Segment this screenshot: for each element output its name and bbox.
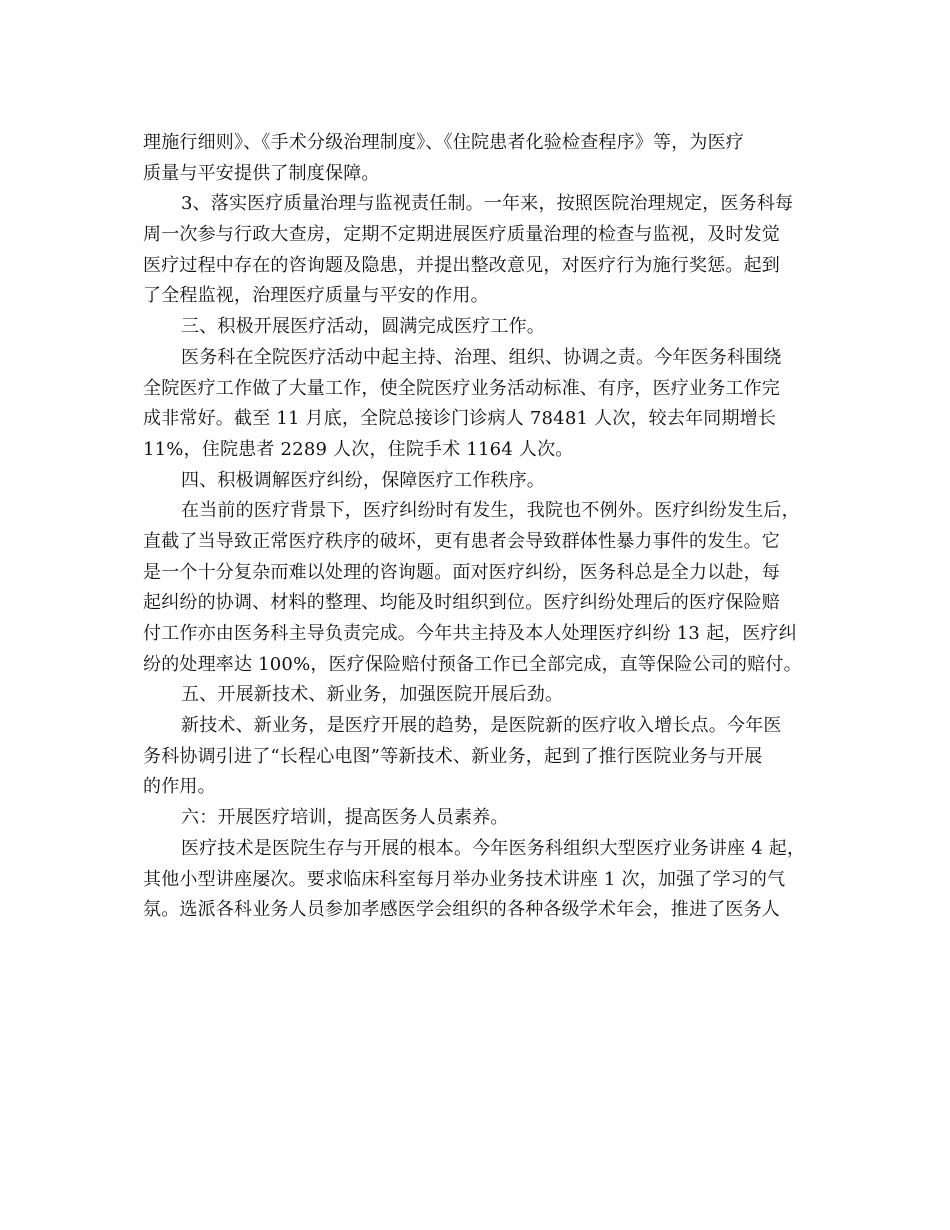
text-line: 是一个十分复杂而难以处理的咨询题。面对医疗纠纷，医务科总是全力以赴，每 — [143, 561, 780, 583]
text-line: 质量与平安提供了制度保障。 — [143, 162, 380, 184]
text-line: 氛。选派各科业务人员参加孝感医学会组织的各种各级学术年会，推进了医务人 — [143, 899, 780, 921]
text-line: 四、积极调解医疗纠纷，保障医疗工作秩序。 — [181, 469, 545, 491]
text-line: 直截了当导致正常医疗秩序的破坏，更有患者会导致群体性暴力事件的发生。它 — [143, 530, 780, 552]
text-line: 理施行细则》、《手术分级治理制度》、《住院患者化验检查程序》等，为医疗 — [143, 132, 744, 153]
text-line: 11%，住院患者 2289 人次，住院手术 1164 人次。 — [143, 438, 574, 460]
text-line: 医疗技术是医院生存与开展的根本。今年医务科组织大型医疗业务讲座 4 起， — [181, 837, 806, 859]
text-line: 全院医疗工作做了大量工作，使全院医疗业务活动标准、有序，医疗业务工作完 — [143, 377, 780, 399]
text-line: 新技术、新业务，是医疗开展的趋势，是医院新的医疗收入增长点。今年医 — [181, 715, 782, 737]
text-line: 五、开展新技术、新业务，加强医院开展后劲。 — [181, 684, 564, 706]
text-line: 成非常好。截至 11 月底，全院总接诊门诊病人 78481 人次，较去年同期增长 — [143, 408, 777, 430]
text-line: 务科协调引进了“长程心电图”等新技术、新业务，起到了推行医院业务与开展 — [143, 745, 763, 767]
text-line: 3、落实医疗质量治理与监视责任制。一年来，按照医院治理规定，医务科每 — [181, 193, 794, 215]
text-line: 起纠纷的协调、材料的整理、均能及时组织到位。医疗纠纷处理后的医疗保险赔 — [143, 592, 780, 614]
text-line: 纷的处理率达 100%，医疗保险赔付预备工作已全部完成，直等保险公司的赔付。 — [143, 653, 802, 675]
text-line: 在当前的医疗背景下，医疗纠纷时有发生，我院也不例外。医疗纠纷发生后， — [181, 500, 800, 522]
text-line: 其他小型讲座屡次。要求临床科室每月举办业务技术讲座 1 次，加强了学习的气 — [143, 868, 786, 890]
text-line: 付工作亦由医务科主导负责完成。今年共主持及本人处理医疗纠纷 13 起，医疗纠 — [143, 623, 797, 644]
text-line: 六：开展医疗培训，提高医务人员素养。 — [181, 807, 509, 829]
text-line: 医务科在全院医疗活动中起主持、治理、组织、协调之责。今年医务科围绕 — [181, 346, 782, 368]
text-line: 了全程监视，治理医疗质量与平安的作用。 — [143, 285, 489, 307]
document-body — [143, 128, 808, 926]
text-line: 的作用。 — [143, 776, 216, 798]
text-line: 医疗过程中存在的咨询题及隐患，并提出整改意见，对医疗行为施行奖惩。起到 — [143, 254, 780, 276]
text-line: 周一次参与行政大查房，定期不定期进展医疗质量治理的检查与监视，及时发觉 — [143, 224, 780, 246]
text-line: 三、积极开展医疗活动，圆满完成医疗工作。 — [181, 316, 545, 338]
